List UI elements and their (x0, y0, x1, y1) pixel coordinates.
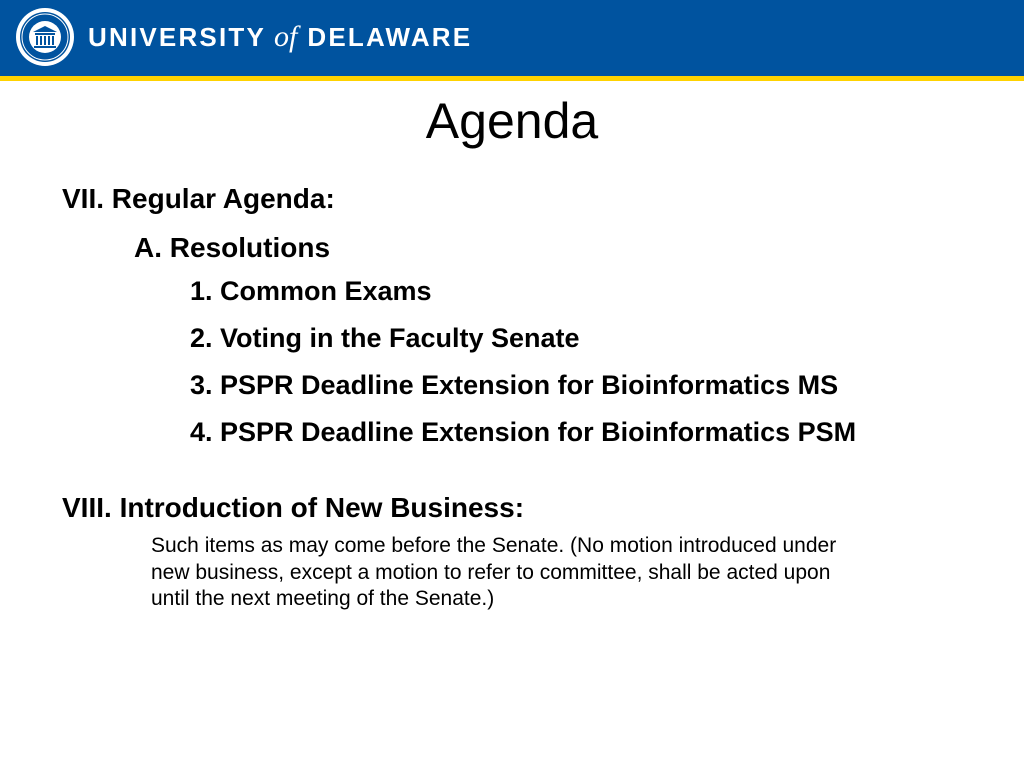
header-banner (0, 0, 1024, 76)
agenda-item-3: 3. PSPR Deadline Extension for Bioinformatics MS (190, 370, 839, 400)
agenda-item-1: 1. Common Exams (190, 276, 432, 306)
wordmark-of: of (274, 20, 298, 53)
section-heading-viii: VIII. Introduction of New Business: (62, 492, 525, 523)
body-line: new business, except a motion to refer to committee, shall be acted upon (151, 560, 831, 584)
university-wordmark (88, 20, 472, 60)
agenda-item-2: 2. Voting in the Faculty Senate (190, 323, 580, 353)
agenda-item-4: 4. PSPR Deadline Extension for Bioinformatics PSM (190, 417, 857, 447)
header-stripe (0, 76, 1024, 81)
section-heading-vii: VII. Regular Agenda: (62, 183, 335, 214)
subsection-heading-a: A. Resolutions (134, 232, 331, 263)
body-line: until the next meeting of the Senate.) (151, 587, 495, 610)
new-business-description (151, 533, 971, 613)
wordmark-university: UNIVERSITY (88, 22, 267, 52)
university-seal-icon (15, 7, 75, 67)
slide-title: Agenda (425, 93, 599, 149)
body-line: Such items as may come before the Senate. (No motion introduced under (151, 534, 837, 557)
wordmark-delaware: DELAWARE (307, 22, 473, 52)
